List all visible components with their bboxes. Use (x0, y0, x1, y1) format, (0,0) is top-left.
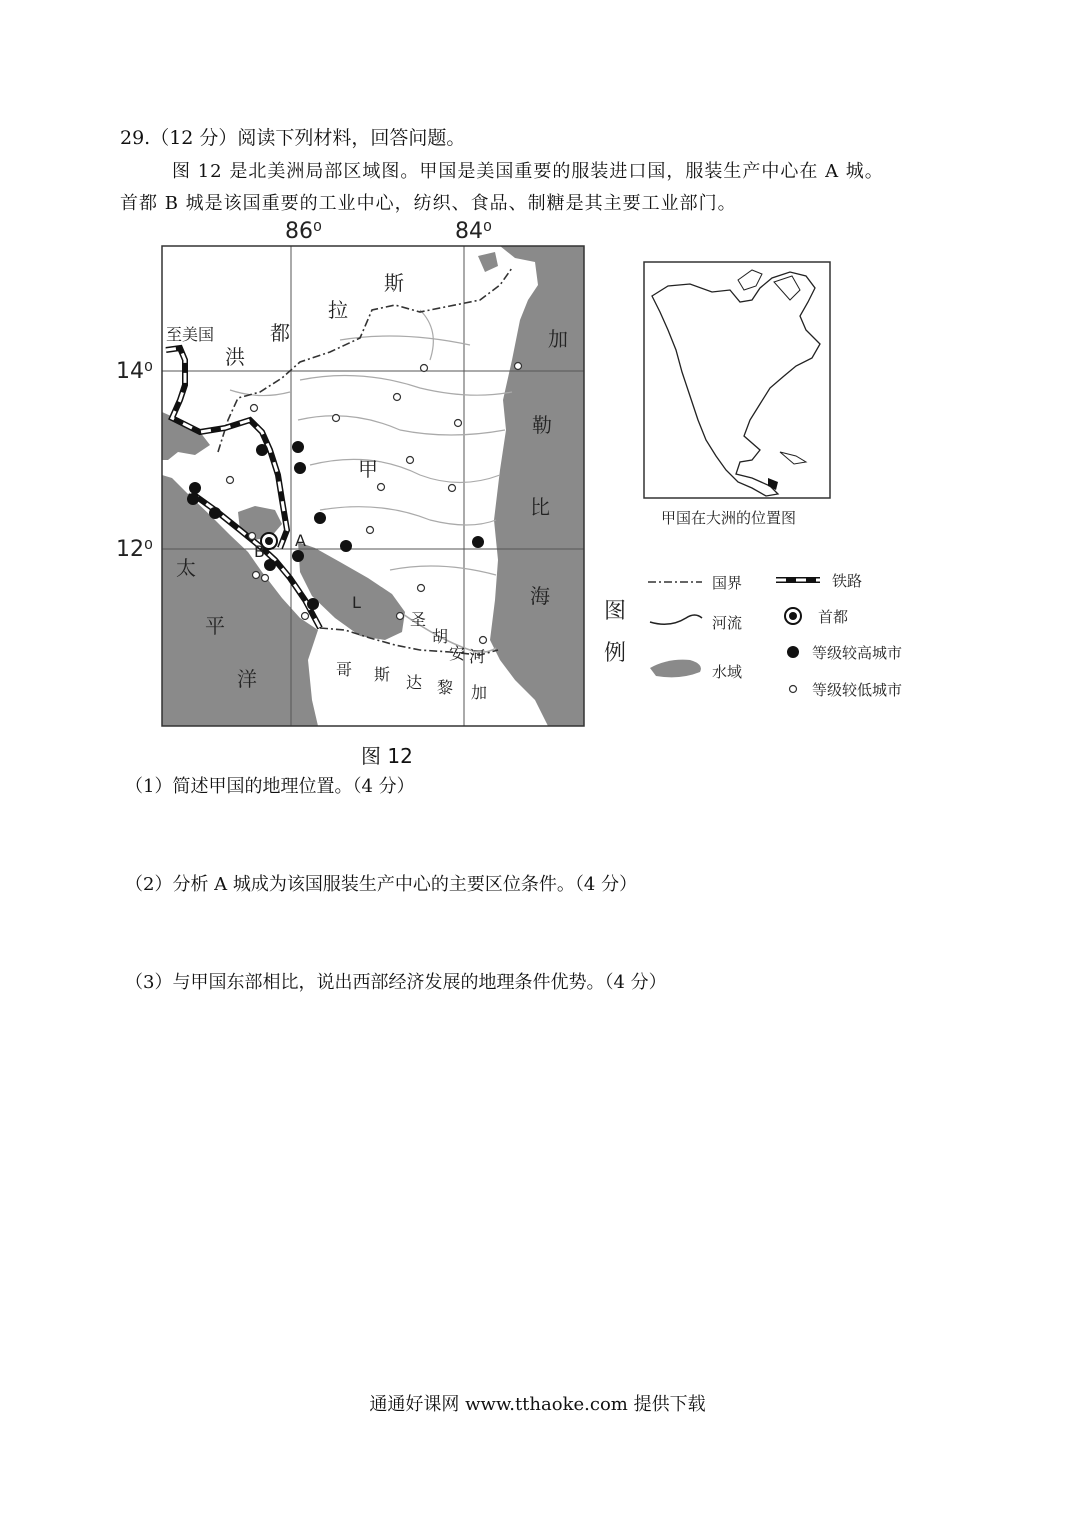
high-city (187, 493, 199, 505)
inset-map (644, 262, 830, 498)
subquestion-1: （1）简述甲国的地理位置。（4 分） (125, 776, 415, 797)
pacific-char-1: 太 (176, 556, 196, 580)
caribbean-char-4: 海 (530, 584, 550, 608)
pacific-char-3: 洋 (237, 667, 257, 691)
caribbean-char-1: 加 (548, 327, 568, 351)
honduras-char-4: 斯 (384, 271, 404, 295)
honduras-char-3: 拉 (328, 298, 348, 322)
high-city (264, 559, 276, 571)
subquestion-2: （2）分析 A 城成为该国服装生产中心的主要区位条件。（4 分） (125, 874, 638, 895)
high-city (209, 507, 221, 519)
costa-rica-char-1: 哥 (336, 660, 353, 679)
high-city (472, 536, 484, 548)
inset-caption: 甲国在大洲的位置图 (661, 509, 797, 527)
high-city (292, 441, 304, 453)
costa-rica-char-2: 斯 (374, 665, 391, 684)
costa-rica-char-4: 黎 (437, 678, 454, 697)
honduras-char-1: 洪 (225, 345, 245, 369)
to-usa-label: 至美国 (166, 325, 215, 344)
pacific-char-2: 平 (205, 614, 225, 638)
caribbean-char-2: 勒 (532, 413, 552, 437)
legend-title-2: 例 (604, 641, 627, 666)
city-a-label: A (295, 531, 306, 550)
lon-label-84: 84⁰ (455, 219, 492, 244)
high-city (292, 550, 304, 562)
legend-border-label: 国界 (712, 574, 743, 592)
country-jia-label: 甲 (358, 457, 378, 481)
costa-rica-char-3: 达 (406, 673, 423, 692)
footer-watermark: 通通好课网 www.tthaoke.com 提供下载 (369, 1394, 706, 1415)
caribbean-char-3: 比 (530, 495, 550, 519)
high-city (189, 482, 201, 494)
legend-low-city-label: 等级较低城市 (812, 681, 903, 699)
lake-l-label: L (352, 593, 361, 612)
lon-label-86: 86⁰ (285, 219, 322, 244)
high-city (314, 512, 326, 524)
river-name-char-2: 胡 (432, 627, 449, 646)
honduras-char-2: 都 (270, 321, 290, 345)
legend (604, 572, 902, 699)
river-name-char-4: 河 (469, 647, 486, 666)
river-name-char-3: 安 (449, 644, 466, 663)
question-title: 29.（12 分）阅读下列材料，回答问题。 (120, 127, 466, 149)
costa-rica-char-5: 加 (471, 683, 488, 702)
high-city (294, 462, 306, 474)
legend-river-label: 河流 (712, 614, 743, 632)
lat-label-14: 14⁰ (116, 359, 153, 384)
high-city (256, 444, 268, 456)
lat-label-12: 12⁰ (116, 537, 153, 562)
material-paragraph-1: 图 12 是北美洲局部区域图。甲国是美国重要的服装进口国，服装生产中心在 A 城。 (172, 161, 884, 182)
river-name-char-1: 圣 (410, 610, 427, 629)
legend-capital-label: 首都 (818, 608, 849, 626)
legend-railway-label: 铁路 (832, 572, 863, 590)
material-paragraph-2: 首都 B 城是该国重要的工业中心，纺织、食品、制糖是其主要工业部门。 (120, 193, 737, 214)
high-city (340, 540, 352, 552)
high-city (307, 598, 319, 610)
legend-water-label: 水域 (712, 663, 743, 681)
legend-title-1: 图 (604, 599, 627, 624)
legend-high-city-label: 等级较高城市 (812, 644, 903, 662)
figure-caption: 图 12 (361, 744, 413, 768)
city-b-label: B (254, 542, 265, 561)
subquestion-3: （3）与甲国东部相比，说出西部经济发展的地理条件优势。（4 分） (125, 972, 667, 993)
